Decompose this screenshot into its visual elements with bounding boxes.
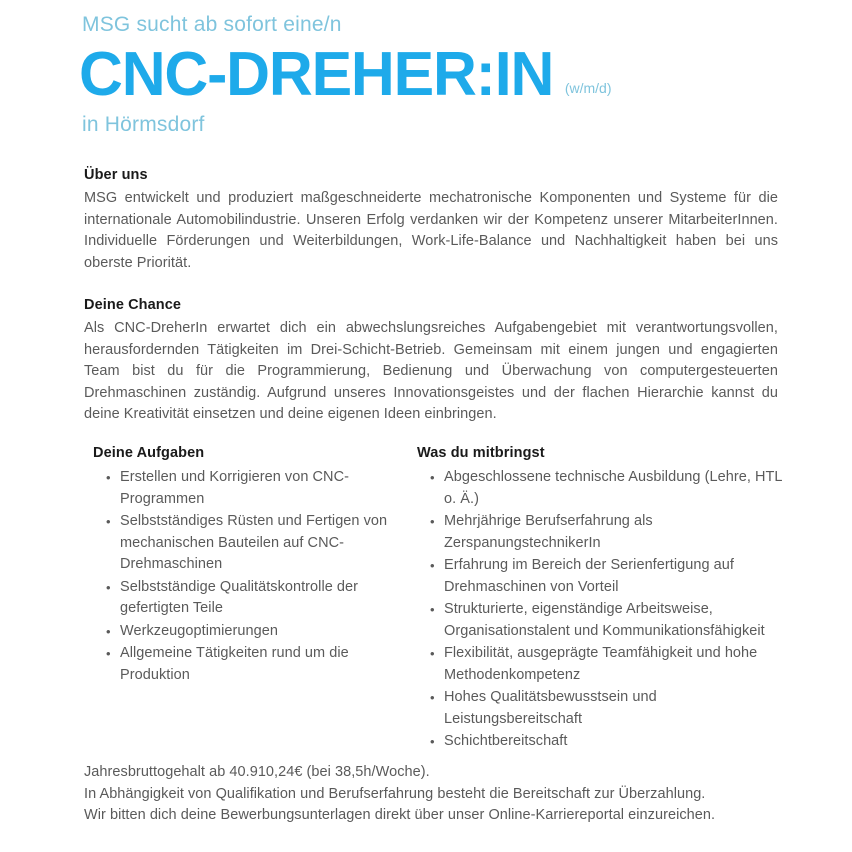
list-item: • Schichtbereitschaft: [444, 731, 784, 753]
two-column-lists: [84, 444, 784, 754]
header-eyebrow: MSG sucht ab sofort eine/n: [82, 13, 342, 36]
list-item: • Abgeschlossene technische Ausbildung (Lehre, HTL o. Ä.): [444, 467, 784, 510]
section-paragraph-your-chance: Als CNC-DreherIn erwartet dich ein abwechslungsreiches Aufgabengebiet mit verantwortungsvollen, herausfordernden Tätigkeiten im Drei-Schicht-Betrieb. Gemeinsam mit einem jungen und engagierten Team bist du für die Programmierung, Bedienung und Überwachung von computergesteuerten Drehmaschinen zuständig. Aufgrund unseres Innovationsgeistes und der flachen Hierarchie kannst du deine Kreativität einsetzen und deine eigenen Ideen einbringen.: [84, 320, 778, 422]
list-item: • Erstellen und Korrigieren von CNC-Programmen: [120, 467, 396, 510]
section-heading-about-us: Über uns: [84, 167, 148, 183]
column-heading-tasks: Deine Aufgaben: [93, 445, 205, 461]
footer-notes: [84, 762, 784, 827]
section-heading-your-chance: Deine Chance: [84, 297, 182, 313]
headline-row: [79, 40, 782, 109]
section-paragraph-about-us: MSG entwickelt und produziert maßgeschneiderte mechatronische Komponenten und Systeme für die internationale Automobilindustrie. Unseren Erfolg verdanken wir der Kompetenz unserer MitarbeiterInnen. Individuelle Förderungen und Weiterbildungen, Work-Life-Balance und Nachhaltigkeit haben bei uns oberste Priorität.: [84, 190, 778, 271]
list-item: • Selbstständiges Rüsten und Fertigen von mechanischen Bauteilen auf CNC-Drehmaschinen: [120, 511, 396, 576]
list-item: • Mehrjährige Berufserfahrung als ZerspanungstechnikerIn: [444, 511, 784, 554]
list-item: • Erfahrung im Bereich der Serienfertigung auf Drehmaschinen von Vorteil: [444, 555, 784, 598]
footer-line: In Abhängigkeit von Qualifikation und Berufserfahrung besteht die Bereitschaft zur Überzahlung.: [84, 785, 706, 802]
job-location: in Hörmsdorf: [82, 113, 205, 136]
footer-line: Jahresbruttogehalt ab 40.910,24€ (bei 38,5h/Woche).: [84, 764, 430, 780]
tasks-list: [93, 467, 396, 686]
job-title-headline: CNC-DREHER:IN: [79, 40, 554, 109]
column-requirements: [396, 444, 784, 754]
list-item: • Werkzeugoptimierungen: [120, 621, 396, 643]
list-item: • Allgemeine Tätigkeiten rund um die Produktion: [120, 643, 396, 686]
list-item: • Hohes Qualitätsbewusstsein und Leistungsbereitschaft: [444, 687, 784, 730]
section-your-chance: [84, 296, 778, 426]
list-item: • Selbstständige Qualitätskontrolle der gefertigten Teile: [120, 577, 396, 620]
section-about-us: [84, 166, 778, 274]
gender-suffix: (w/m/d): [564, 80, 612, 96]
footer-line: Wir bitten dich deine Bewerbungsunterlagen direkt über unser Online-Karriereportal einzureichen.: [84, 807, 716, 823]
list-item: • Strukturierte, eigenständige Arbeitsweise, Organisationstalent und Kommunikationsfähigkeit: [444, 599, 784, 642]
column-tasks: [84, 444, 396, 754]
list-item: • Flexibilität, ausgeprägte Teamfähigkeit und hohe Methodenkompetenz: [444, 643, 784, 686]
header: [79, 12, 782, 138]
column-heading-requirements: Was du mitbringst: [417, 445, 545, 461]
requirements-list: [417, 467, 784, 753]
